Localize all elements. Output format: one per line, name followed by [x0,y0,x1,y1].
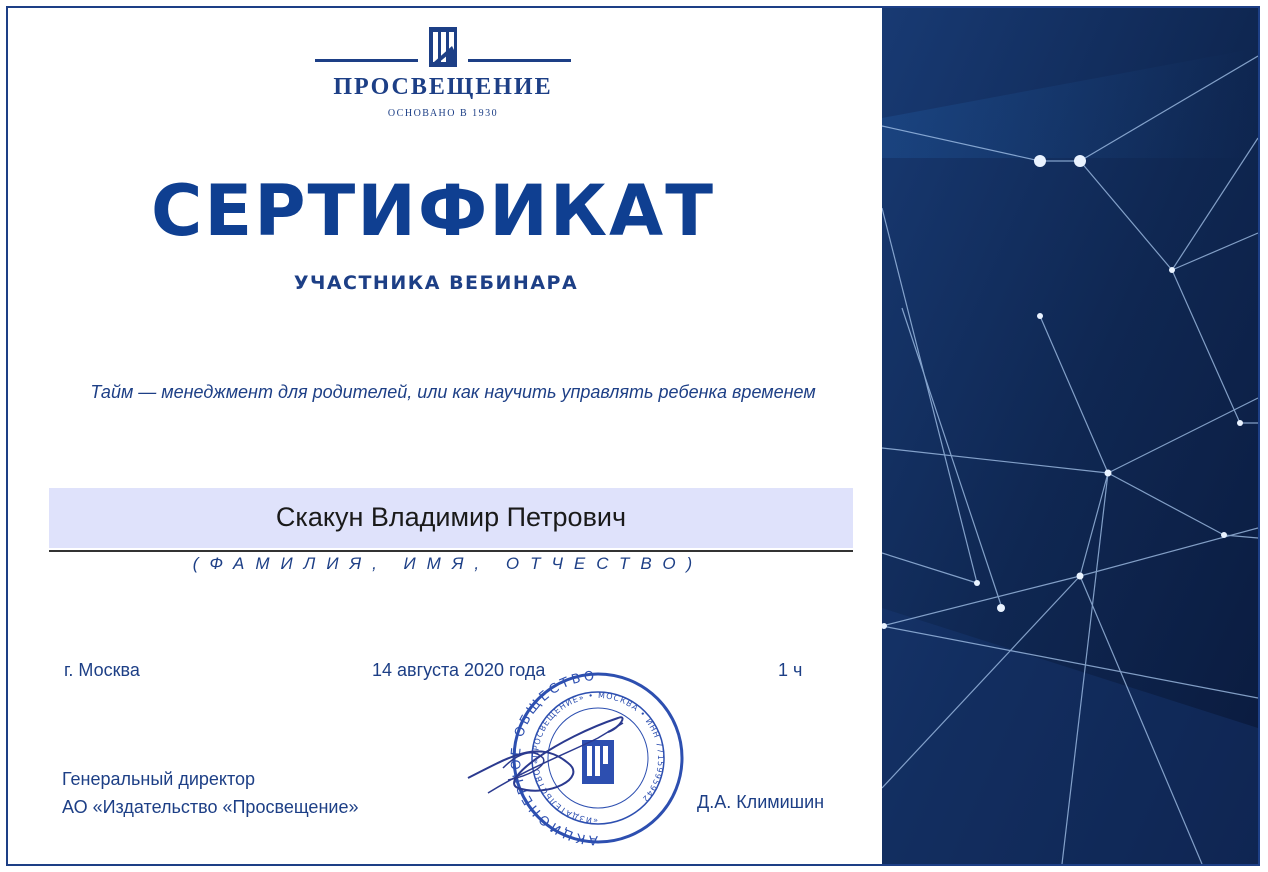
network-graphic [882,8,1258,864]
participant-name: Скакун Владимир Петрович [275,502,627,532]
issue-date: 14 августа 2020 года [372,660,546,680]
publisher-logo [313,26,573,126]
director-position-line2: АО «Издательство «Просвещение» [62,797,359,817]
director-name: Д.А. Климишин [697,792,825,812]
logo-wordmark: ПРОСВЕЩЕНИЕ [333,74,553,100]
certificate-subtitle: УЧАСТНИКА ВЕБИНАРА [293,272,579,294]
webinar-duration: 1 ч [778,660,803,680]
official-stamp-icon [448,668,708,868]
certificate-body [8,8,882,864]
participant-name-underline [49,550,853,552]
participant-name-caption: (ФАМИЛИЯ, ИМЯ, ОТЧЕСТВО) [192,554,704,573]
logo-rule-right [468,59,571,62]
issue-city: г. Москва [64,660,140,680]
webinar-topic: Тайм — менеджмент для родителей, или как научить управлять ребенка временем [90,382,816,402]
decorative-network-panel [882,8,1258,864]
certificate-title: СЕРТИФИКАТ [151,170,715,252]
logo-rule-left [315,59,418,62]
svg-text:«ИЗДАТЕЛЬСТВО «ПРОСВЕЩЕНИЕ» •: «ИЗДАТЕЛЬСТВО «ПРОСВЕЩЕНИЕ» • МОСКВА • ИНН 7715995942 [530,690,666,826]
logo-emblem-icon [428,26,458,68]
director-position-line1: Генеральный директор [62,769,256,789]
logo-border-gap [278,8,608,20]
logo-founded: ОСНОВАНО В 1930 [387,108,499,119]
svg-text:АКЦИОНЕРНОЕ ОБЩЕСТВО: АКЦИОНЕРНОЕ ОБЩЕСТВО [508,668,599,848]
director-position [62,765,358,821]
